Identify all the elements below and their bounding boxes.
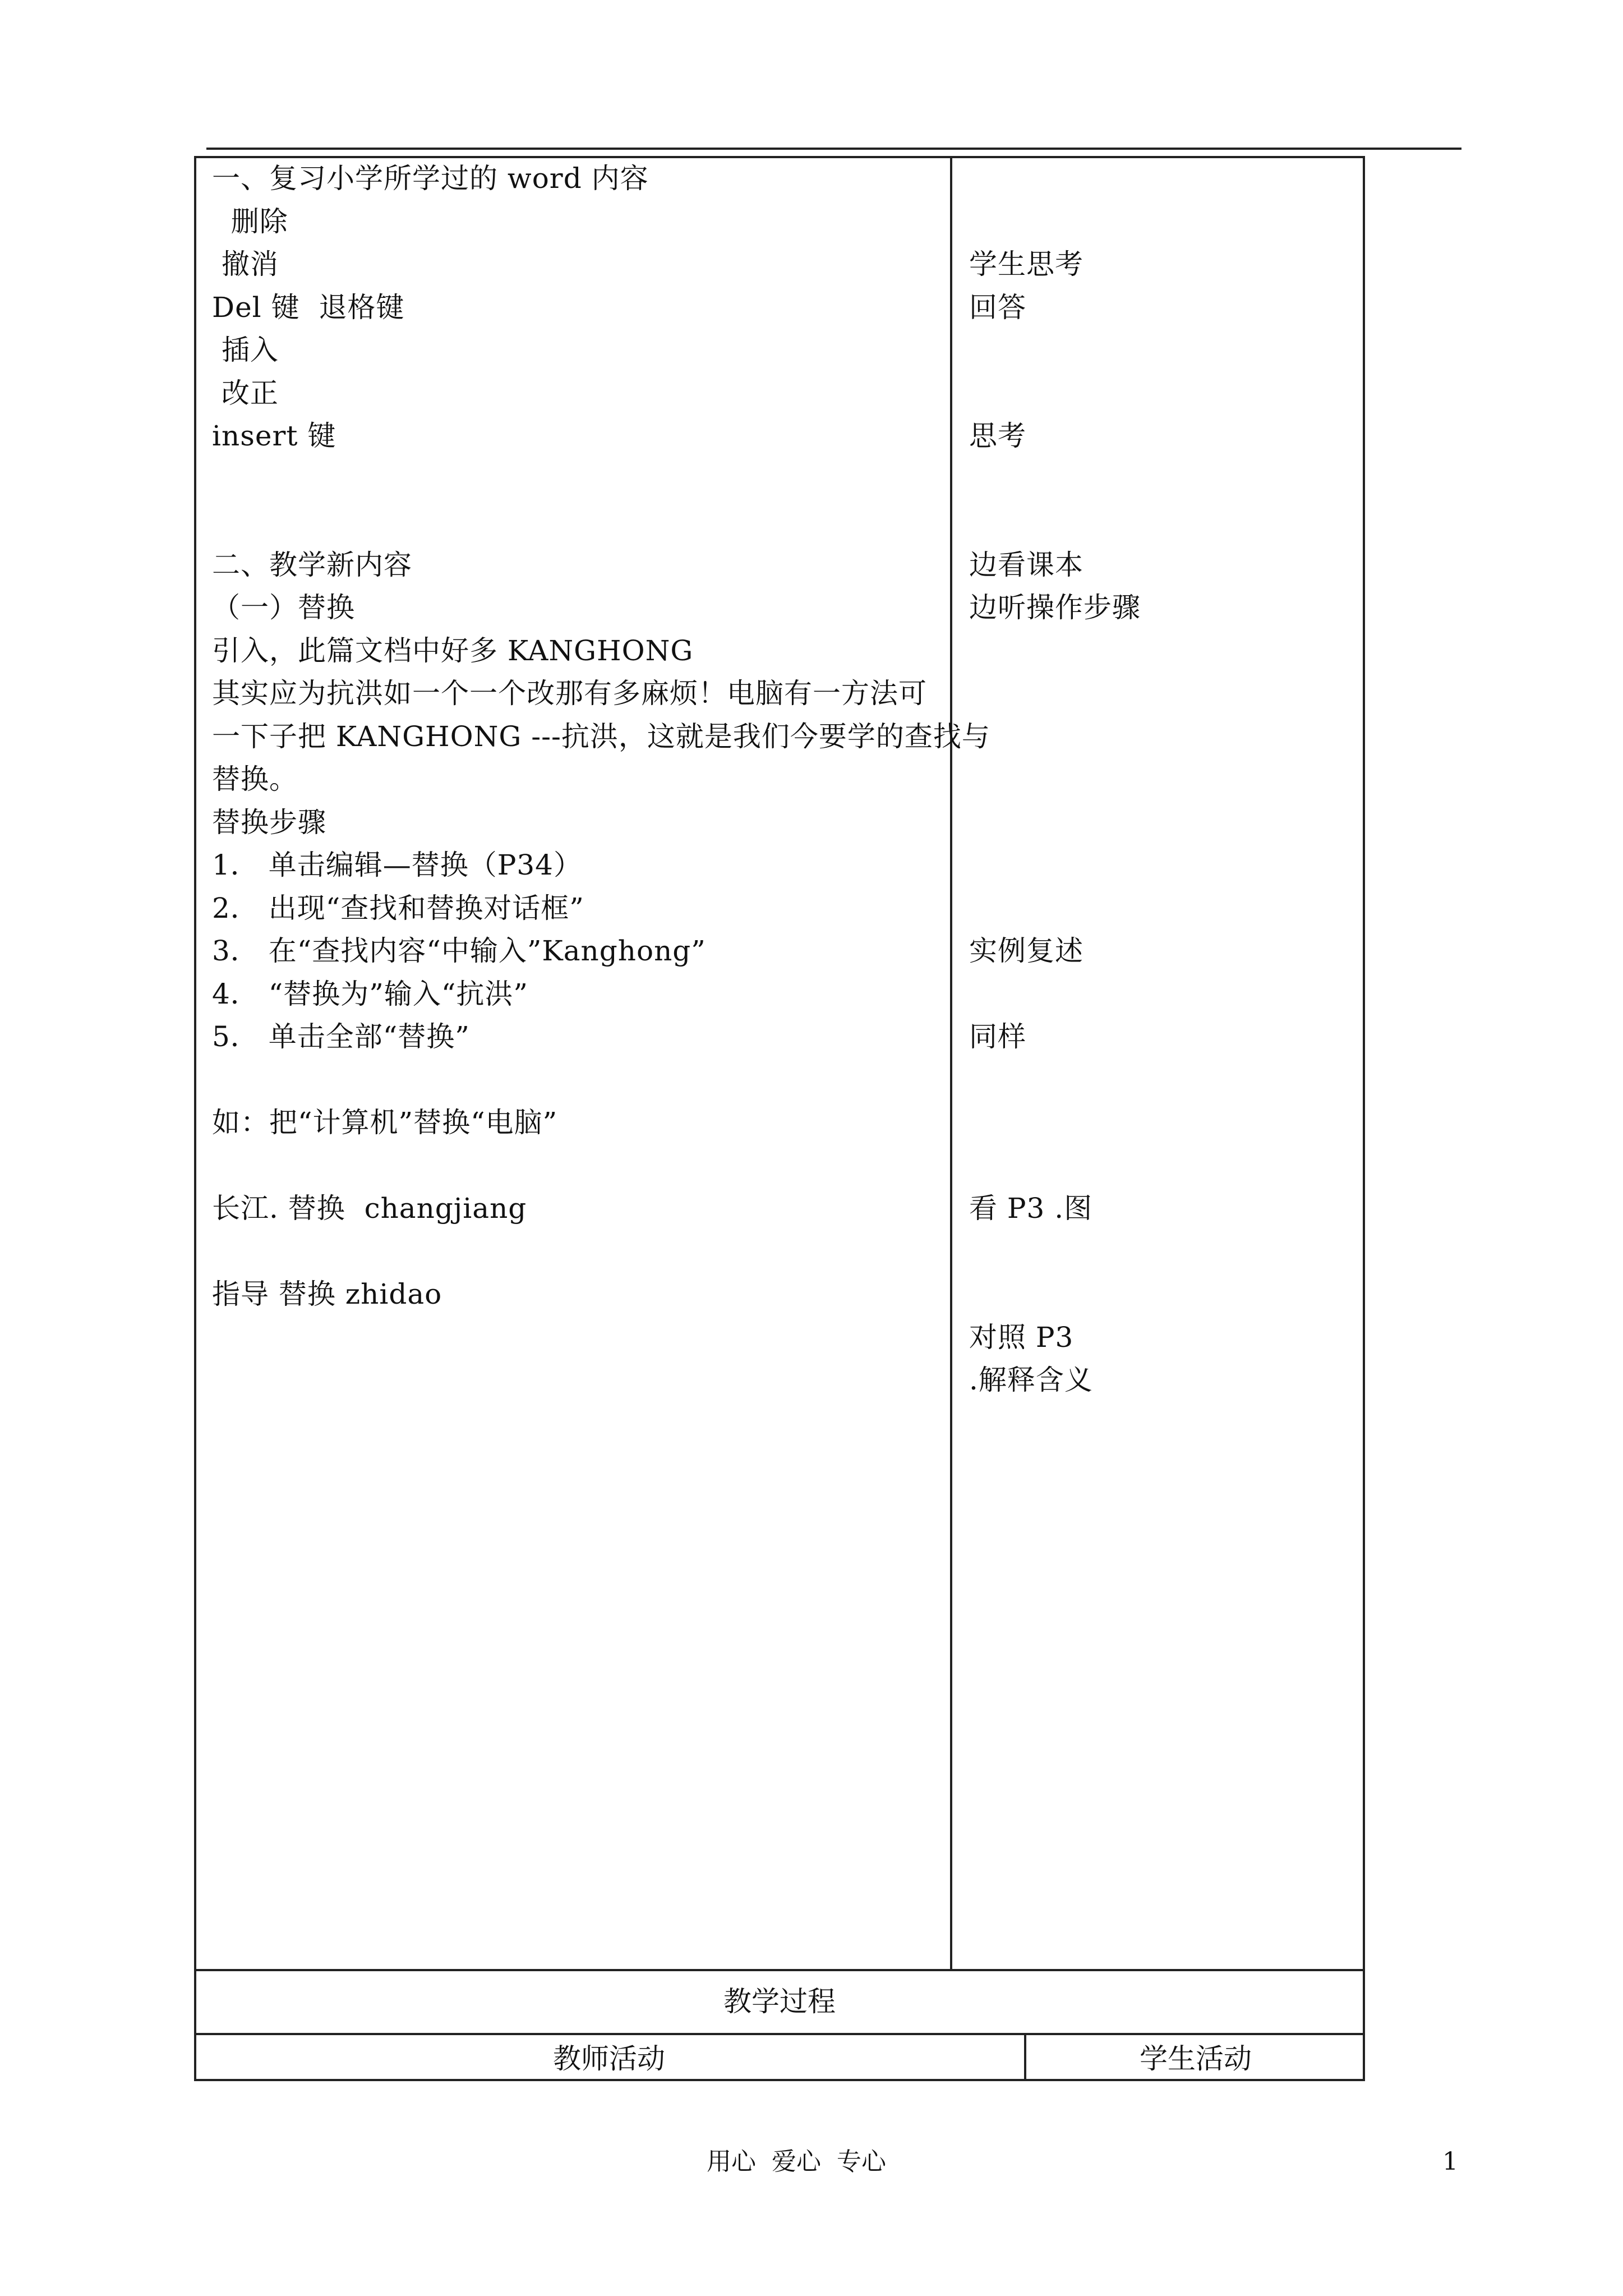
teacher-line: 引入，此篇文档中好多 KANGHONG [212,634,694,667]
teacher-line: 5． 单击全部“替换” [212,1020,470,1053]
student-line: .解释含义 [969,1364,1093,1396]
student-line: 实例复述 [969,935,1083,967]
teacher-activity-header: 教师活动 [553,2042,665,2075]
student-line: 同样 [969,1020,1026,1053]
teacher-line: 1． 单击编辑—替换（P34） [212,849,582,881]
section-header: 教学过程 [723,1985,836,2018]
student-line: 看 P3 .图 [969,1192,1093,1225]
teacher-line: 长江. 替换 changjiang [212,1192,527,1225]
student-line: 回答 [969,291,1026,324]
footer-motto: 用心 爱心 专心 [707,2147,886,2176]
teacher-line: 4． “替换为”输入“抗洪” [212,977,528,1010]
header-rule [206,148,1461,150]
teacher-line: 替换步骤 [212,806,326,839]
teacher-line: 一下子把 KANGHONG ---抗洪，这就是我们今要学的查找与 [212,720,990,753]
row-divider [194,2033,1365,2035]
row-divider [194,1969,1365,1971]
student-line: 边看课本 [969,548,1083,581]
teacher-line: （一）替换 [212,591,355,624]
teacher-line: 替换。 [212,763,298,795]
teacher-line: 删除 [212,205,288,238]
teacher-line: 二、教学新内容 [212,548,412,581]
teacher-line: 2． 出现“查找和替换对话框” [212,891,584,924]
teacher-line: 插入 [212,334,279,366]
teacher-line: 3． 在“查找内容“中输入”Kanghong” [212,935,706,967]
column-divider [950,156,952,1971]
student-line: 学生思考 [969,248,1083,280]
teacher-line: 撤消 [212,248,279,280]
teacher-line: Del 键 退格键 [212,291,405,324]
teacher-line: insert 键 [212,420,336,452]
student-line: 边听操作步骤 [969,591,1141,624]
teacher-line: 指导 替换 zhidao [212,1278,442,1310]
student-line: 思考 [969,420,1026,452]
page-number: 1 [1442,2147,1458,2176]
teacher-line: 其实应为抗洪如一个一个改那有多麻烦！电脑有一方法可 [212,677,927,710]
teacher-line: 改正 [212,376,279,409]
teacher-line: 如：把“计算机”替换“电脑” [212,1106,558,1139]
teacher-line: 一、复习小学所学过的 word 内容 [212,162,649,195]
student-activity-header: 学生活动 [1140,2042,1252,2075]
student-line: 对照 P3 [969,1320,1074,1354]
